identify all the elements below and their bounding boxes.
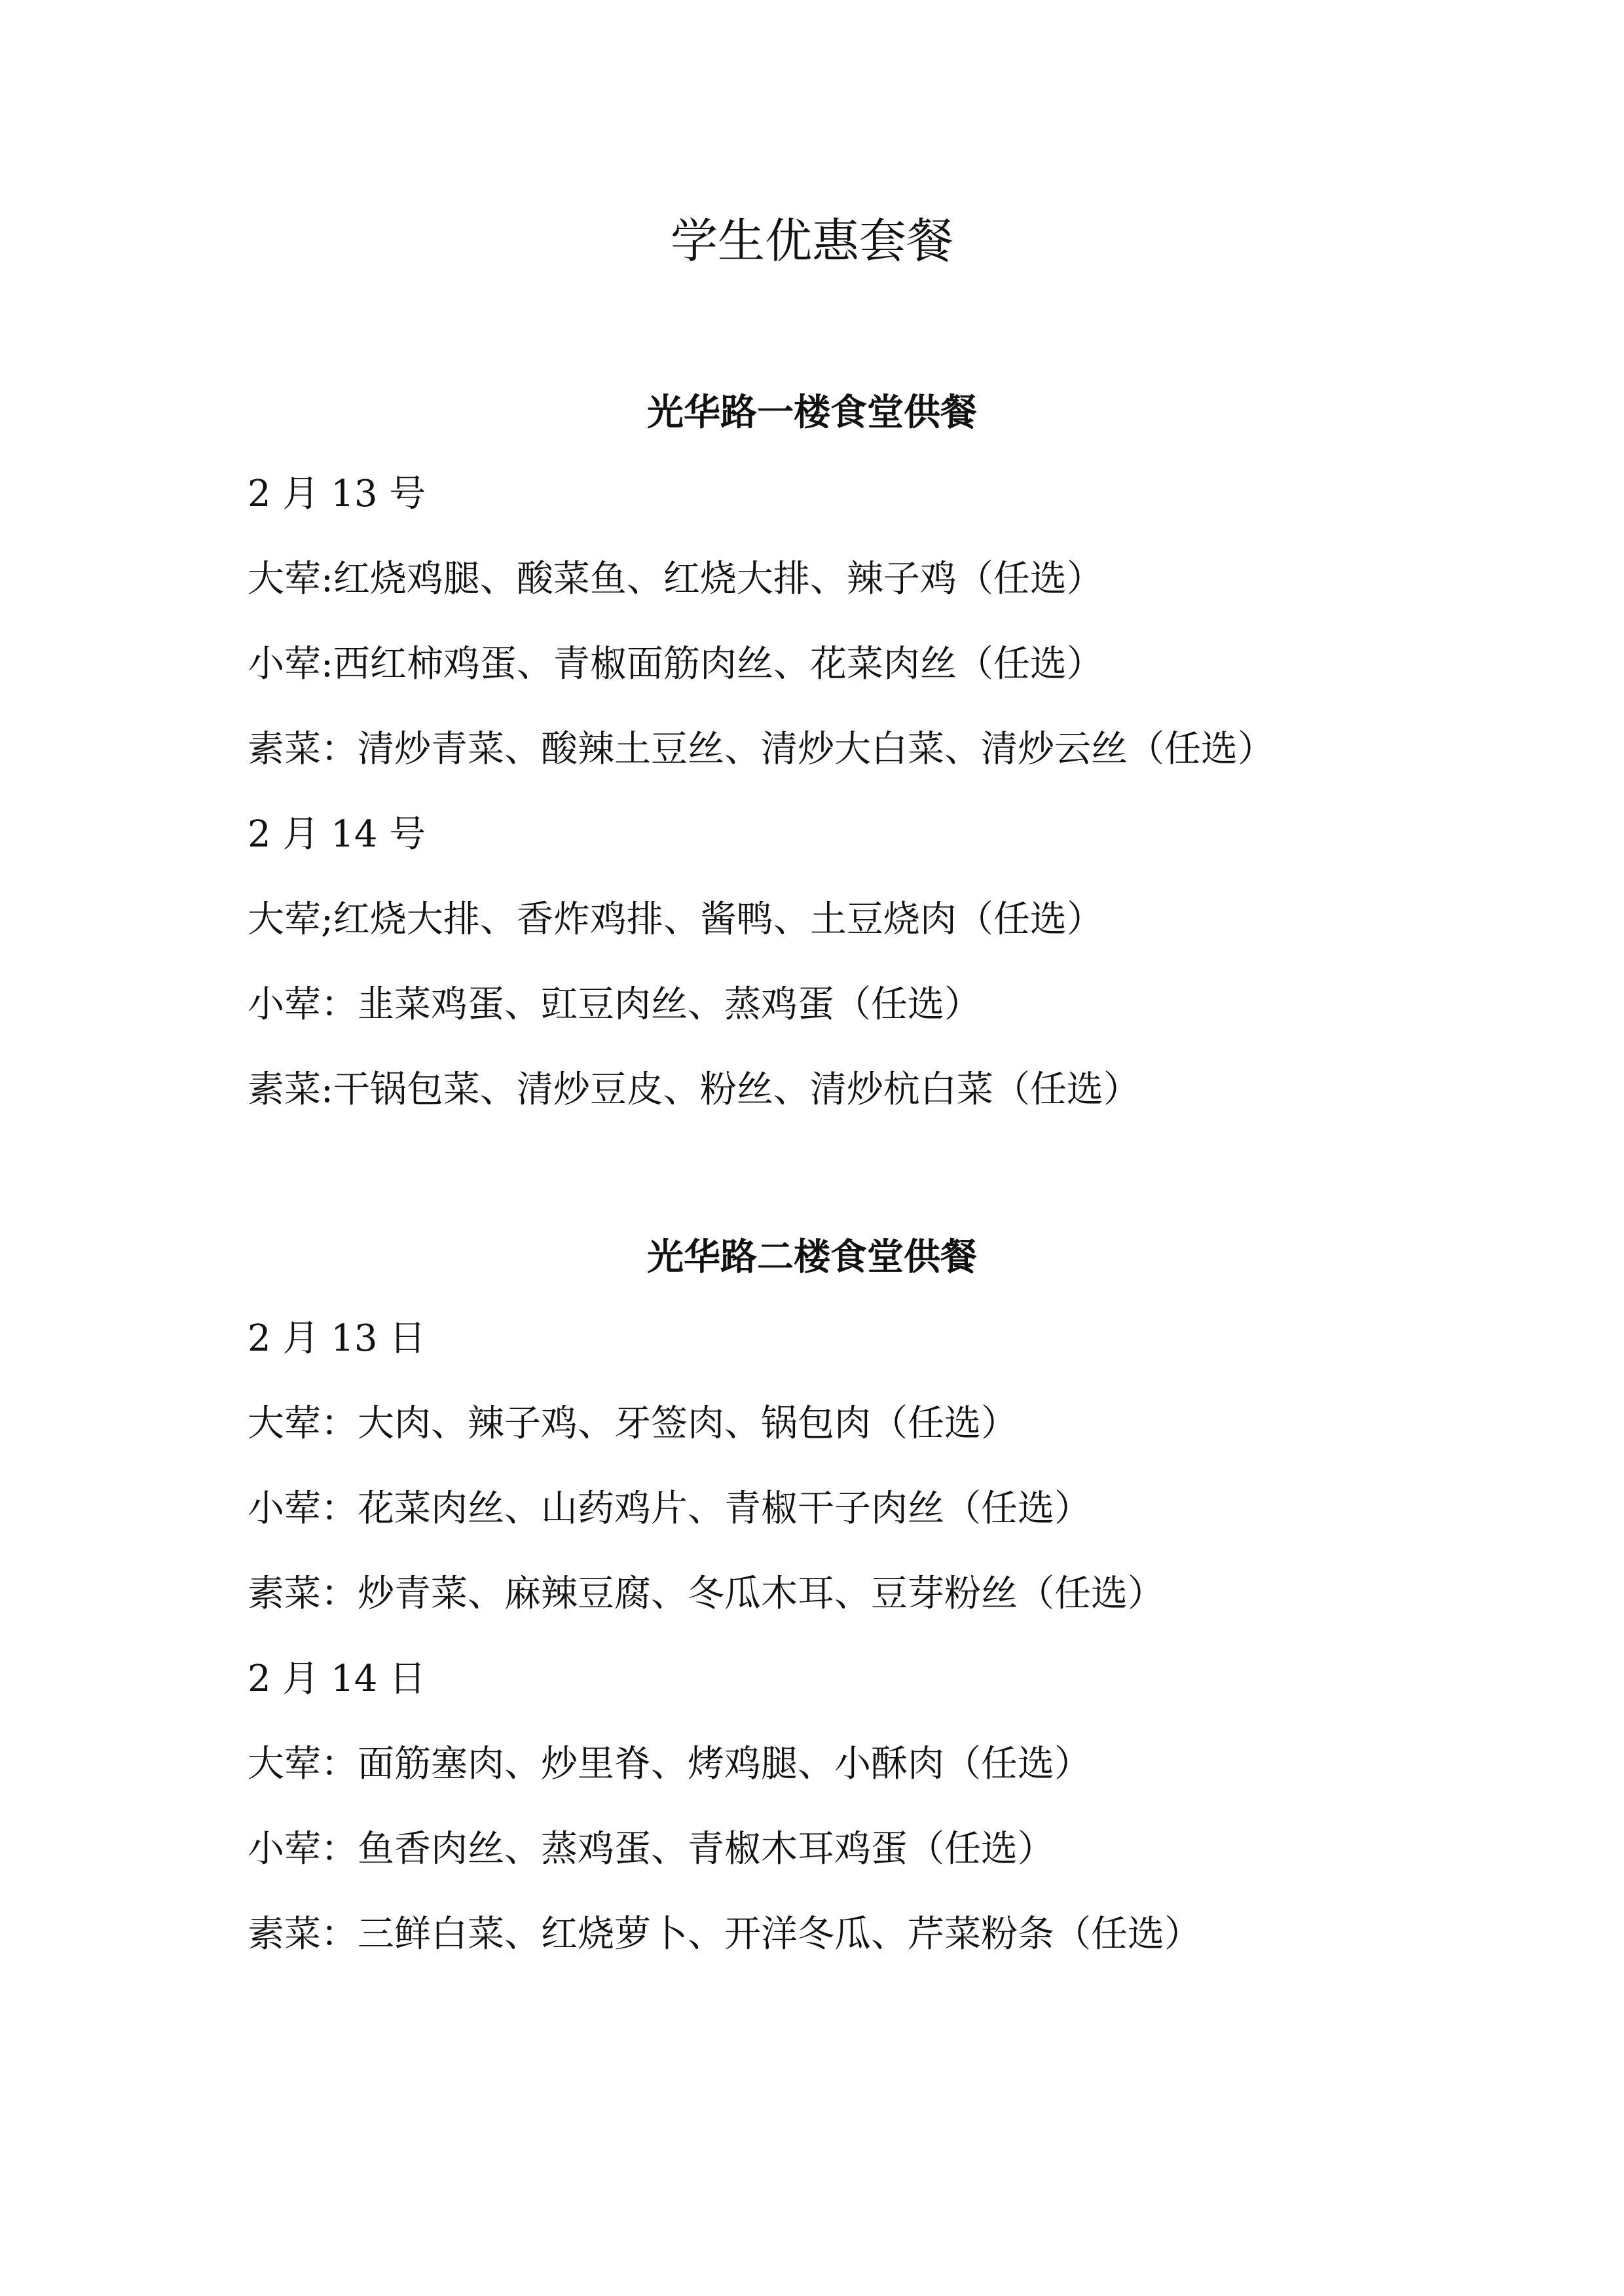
date-line: 2 月 13 号 <box>248 473 426 515</box>
menu-line-vegetable: 素菜：炒青菜、麻辣豆腐、冬瓜木耳、豆芽粉丝（任选） <box>248 1573 1164 1615</box>
menu-line-minor-meat: 小荤：鱼香肉丝、蒸鸡蛋、青椒木耳鸡蛋（任选） <box>248 1828 1054 1870</box>
menu-line-minor-meat: 小荤：花菜肉丝、山药鸡片、青椒干子肉丝（任选） <box>248 1487 1091 1530</box>
menu-line-major-meat: 大荤:红烧鸡腿、酸菜鱼、红烧大排、辣子鸡（任选） <box>248 558 1103 600</box>
section-heading-floor-1: 光华路一楼食堂供餐 <box>647 391 977 434</box>
section-heading-floor-2: 光华路二楼食堂供餐 <box>647 1235 977 1279</box>
menu-line-minor-meat: 小荤：韭菜鸡蛋、豇豆肉丝、蒸鸡蛋（任选） <box>248 983 981 1026</box>
menu-line-vegetable: 素菜:干锅包菜、清炒豆皮、粉丝、清炒杭白菜（任选） <box>248 1068 1140 1111</box>
menu-line-vegetable: 素菜：三鲜白菜、红烧萝卜、开洋冬瓜、芹菜粉条（任选） <box>248 1913 1201 1956</box>
document-title: 学生优惠套餐 <box>670 213 953 268</box>
date-line: 2 月 13 日 <box>248 1317 426 1360</box>
menu-line-major-meat: 大荤：大肉、辣子鸡、牙签肉、锅包肉（任选） <box>248 1402 1018 1445</box>
menu-line-minor-meat: 小荤:西红柿鸡蛋、青椒面筋肉丝、花菜肉丝（任选） <box>248 643 1103 685</box>
menu-line-major-meat: 大荤：面筋塞肉、炒里脊、烤鸡腿、小酥肉（任选） <box>248 1743 1091 1785</box>
date-line: 2 月 14 日 <box>248 1658 426 1700</box>
menu-line-major-meat: 大荤;红烧大排、香炸鸡排、酱鸭、土豆烧肉（任选） <box>248 898 1103 941</box>
menu-line-vegetable: 素菜：清炒青菜、酸辣土豆丝、清炒大白菜、清炒云丝（任选） <box>248 728 1274 771</box>
date-line: 2 月 14 号 <box>248 813 426 856</box>
